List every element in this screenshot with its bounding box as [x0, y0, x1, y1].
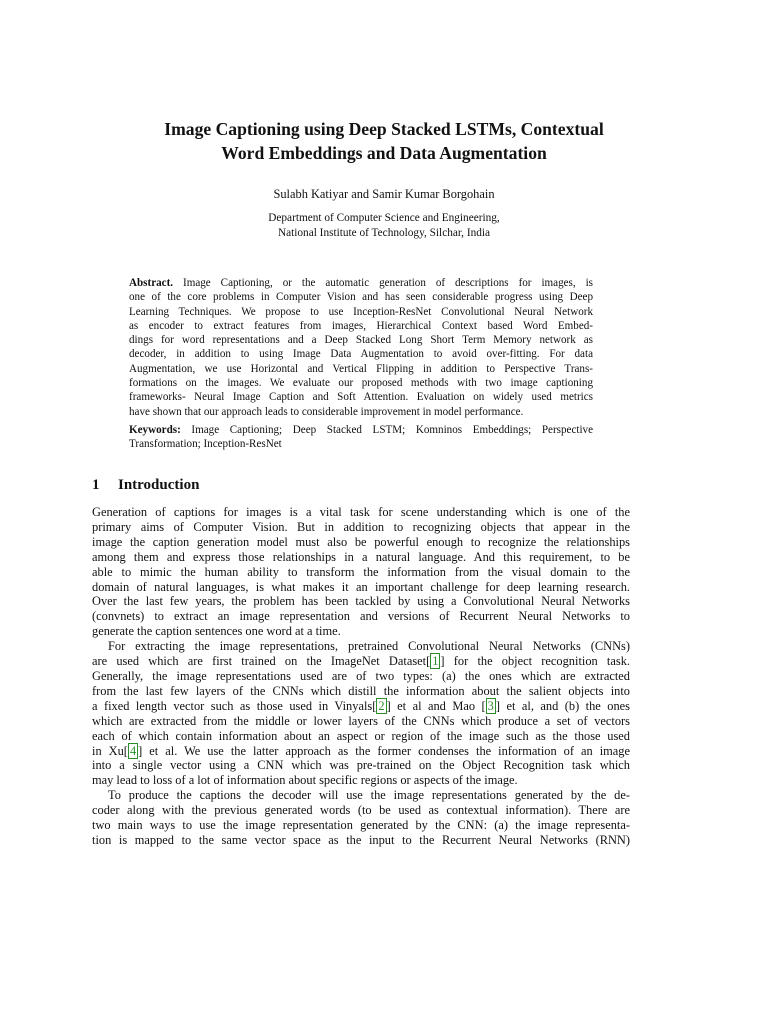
keywords-text: Image Captioning; Deep Stacked LSTM; Komninos Embeddings; Perspective [191, 424, 594, 436]
body-text-span: a fixed length vector such as those used in Vinyals [92, 698, 373, 713]
body-line: image the caption generation model must also be powerful enough to recognize the relationships [92, 534, 630, 549]
abstract-line [129, 276, 593, 290]
body-line: able to mimic the human ability to transform the information from the visual domain to the [92, 564, 630, 579]
abstract-line: one of the core problems in Computer Vision and has seen considerable progress using Deep [129, 291, 593, 304]
keywords-line [129, 423, 593, 437]
section-number: 1 [92, 477, 100, 493]
body-line: two main ways to use the image representation generated by the CNN: (a) the image representa- [92, 818, 630, 833]
body-text-span: for the object recognition task. [444, 654, 630, 669]
section-title: Introduction [118, 477, 200, 493]
affiliation-line-2: National Institute of Technology, Silchar, India [277, 227, 491, 239]
keywords-line: Transformation; Inception-ResNet [129, 438, 282, 451]
abstract-line: Augmentation, we use Horizontal and Vertical Flipping in addition to Perspective Trans- [129, 362, 593, 375]
body-line: generate the caption sentences one word at a time. [92, 624, 341, 639]
paper-title-line-1: Image Captioning using Deep Stacked LSTMs, Contextual [164, 119, 604, 139]
body-line: For extracting the image representations, pretrained Convolutional Neural Networks (CNNs) [108, 639, 630, 654]
introduction-body [92, 505, 630, 848]
abstract-line: dings for word representations and a Deep Stacked Long Short Term Memory network as [129, 334, 593, 347]
body-line: among them and express those relationships in a natural language. And this requirement, to be [92, 549, 630, 564]
abstract-text: Image Captioning, or the automatic generation of descriptions for images, is [183, 277, 593, 289]
abstract-block [129, 276, 593, 419]
body-text-span: in Xu [92, 743, 124, 758]
body-line: in Xu[ 4 ] et al. We use the latter approach as the former condenses the information of an image [92, 743, 630, 758]
citation-link[interactable]: 1 [432, 654, 439, 669]
body-line: a fixed length vector such as those used in Vinyals[ 2 ] et al and Mao [ 3 ] et al, and (b) the ones [92, 698, 630, 713]
body-text-span: et al and Mao [390, 698, 482, 713]
body-line: each of which contain information about an aspect or region of the image such as the those used [92, 728, 630, 743]
body-line: from the last few layers of the CNNs which distill the information about the salient objects into [92, 683, 630, 698]
abstract-line: Learning Techniques. We propose to use Inception-ResNet Convolutional Neural Network [129, 305, 593, 318]
body-text-span: et al. We use the latter approach as the former condenses the information of an image [142, 743, 630, 758]
body-line: are used which are first trained on the ImageNet Dataset[ 1 ] for the object recognition task. [92, 654, 630, 669]
paper-title-line-2: Word Embeddings and Data Augmentation [221, 143, 547, 163]
abstract-line: decoder, in addition to using Image Data Augmentation to avoid over-fitting. For data [129, 348, 593, 361]
abstract-line: have shown that our approach leads to considerable improvement in model performance. [129, 405, 524, 418]
affiliation-line-1: Department of Computer Science and Engineering, [268, 212, 500, 224]
citation-link[interactable]: 3 [487, 698, 494, 713]
body-line: primary aims of Computer Vision. But in addition to recognizing objects that appear in the [92, 519, 630, 534]
abstract-line: as encoder to extract features from images, Hierarchical Context based Word Embed- [129, 319, 593, 332]
body-line: coder along with the previous generated words (to be used as contextual information). There are [92, 803, 630, 818]
keywords-block [129, 423, 593, 452]
keywords-label: Keywords: [129, 424, 181, 436]
section-heading-introduction [92, 475, 392, 495]
body-line: Generally, the image representations used are of two types: (a) the ones which are extracted [92, 668, 630, 683]
body-line: domain of natural languages, is what makes it an important challenge for deep learning research. [92, 579, 630, 594]
body-text-span: are used which are first trained on the ImageNet Dataset [92, 654, 427, 669]
abstract-line: frameworks- Neural Image Caption and Soft Attention. Evaluation on widely used metrics [129, 391, 593, 404]
paper-title [70, 117, 698, 165]
body-line: tion is mapped to the same vector space as the input to the Recurrent Neural Networks (RNN) [92, 832, 630, 847]
abstract-label: Abstract. [129, 277, 174, 289]
body-line: (convnets) to extract an image representation and versions of Recurrent Neural Networks to [92, 609, 630, 624]
abstract-line: formations on the images. We evaluate our proposed methods with two image captioning [129, 377, 593, 390]
body-line: Over the last few years, the problem has been tackled by using a Convolutional Neural Networks [92, 594, 630, 609]
citation-link[interactable]: 4 [129, 743, 137, 758]
paper-authors: Sulabh Katiyar and Samir Kumar Borgohain [273, 187, 495, 201]
body-line: which are extracted from the middle or lower layers of the CNNs which produce a set of vectors [92, 713, 630, 728]
paper-affiliation [100, 211, 668, 241]
body-line: Generation of captions for images is a vital task for scene understanding which is one of the [92, 505, 630, 519]
body-line: into a single vector using a CNN which was pre-trained on the Object Recognition task which [92, 758, 630, 773]
citation-link[interactable]: 2 [378, 698, 385, 713]
body-line: may lead to loss of a lot of information about specific regions or aspects of the image. [92, 773, 518, 788]
body-text-span: et al, and (b) the ones [500, 698, 630, 713]
body-line: To produce the captions the decoder will use the image representations generated by the de- [108, 788, 630, 803]
